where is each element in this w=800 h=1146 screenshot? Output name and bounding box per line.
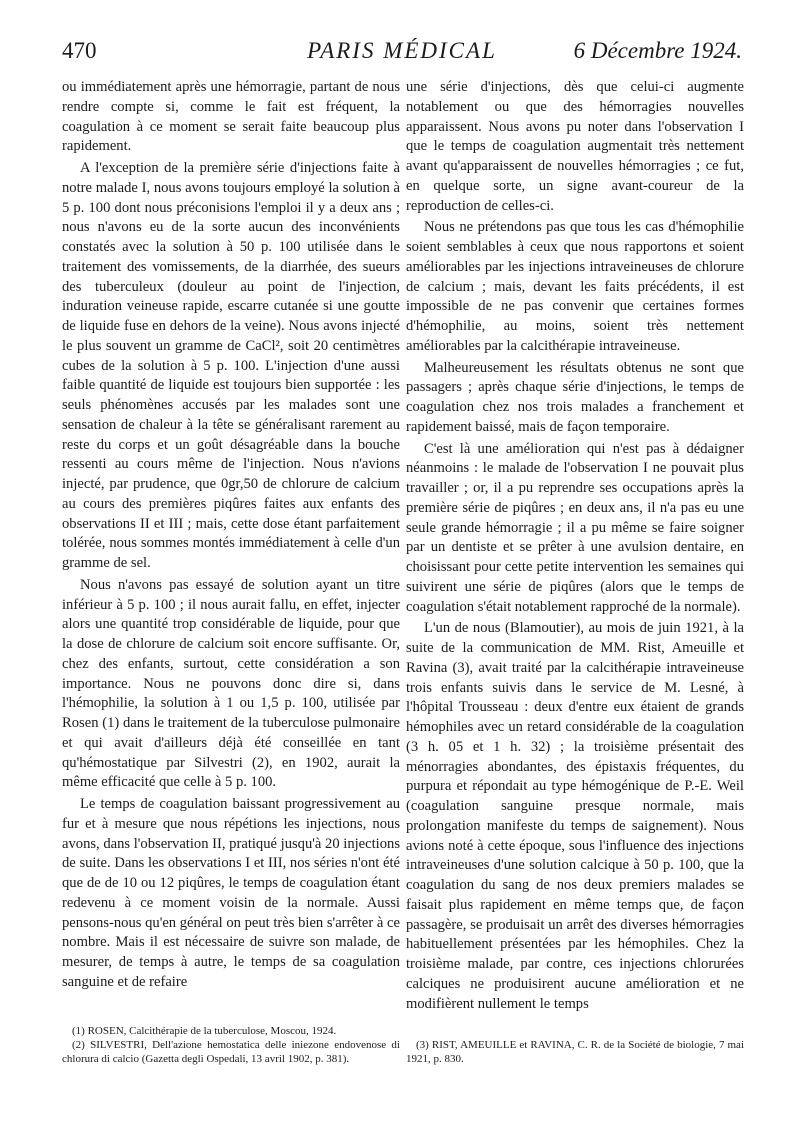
footnote: (2) SILVESTRI, Dell'azione hemostatica delle iniezone endovenose di chlorura di calcio (Gazetta degli Ospedali, 13 avril 1902, p. 381). xyxy=(62,1039,400,1065)
body-paragraph: Nous ne prétendons pas que tous les cas d'hémophilie soient semblables à ceux que nous rapportons et soient améliorables par les injections intraveineuses de chlorure de calcium ; mais, devant les faits précédents, il est impossible de ne pas convenir que certaines formes d'hémophilie, au moins, soient très nettement améliorables par la calcithérapie intraveineuse. xyxy=(406,219,744,354)
issue-date: 6 Décembre 1924. xyxy=(573,38,742,63)
body-paragraph: Le temps de coagulation baissant progressivement au fur et à mesure que nous répétions les injections, nous avons, dans l'observation II, pratiqué jusqu'à 20 injections de suite. Dans les observations I et III, nos séries n'ont été que de de 10 ou 12 piqûres, le temps de coagulation étant redevenu à ce moment voisin de la normale. Aussi pensons-nous qu'en général on peut très bien s'arrêter à ce nombre. Mais il est nécessaire de suivre son malade, de mesurer, de temps à autre, le temps de sa coagulation sanguine et de refaire xyxy=(62,796,400,990)
body-paragraph: une série d'injections, dès que celui-ci augmente notablement ou que des hémorragies nouvelles apparaissent. Nous avons pu noter dans l'observation I que le temps de coagulation augmentait très nettement avant qu'apparaissent de nouvelles hémorragies ; ce fut, en quelque sorte, un signe avant-coureur de la reproduction de celles-ci. xyxy=(406,79,744,214)
footnote: (3) RIST, AMEUILLE et RAVINA, C. R. de la Société de biologie, 7 mai 1921, p. 830. xyxy=(406,1039,744,1065)
footnote: (1) ROSEN, Calcithérapie de la tuberculose, Moscou, 1924. xyxy=(72,1025,337,1037)
left-column xyxy=(62,78,400,1126)
page-number: 470 xyxy=(62,38,97,63)
body-paragraph: A l'exception de la première série d'injections faite à notre malade I, nous avons toujours employé la solution à 5 p. 100 dont nous préconisions l'emploi il y a deux ans ; nous n'avons eu de la sorte aucun des inconvénients constatés avec la solution à 50 p. 100 utilisée dans le traitement des vomissements, de la diarrhée, des sueurs des tuberculeux (douleur au point de l'injection, induration veineuse rapide, escarre cutanée si une goutte de liquide fuse en dehors de la veine). Nous avons injecté le plus souvent un gramme de CaCl², soit 20 centimètres cubes de la solution à 5 p. 100. L'injection d'une aussi faible quantité de liquide est toujours bien supportée : les seuls phénomènes accusés par les malades sont une sensation de chaleur à la tête se généralisant rarement au reste du corps et un goût désagréable dans la bouche ressenti au cours même de l'injection. Nous n'avions injecté, par prudence, que 0gr,50 de chlorure de calcium au cours des premières piqûres faites aux enfants des observations II et III ; mais, cette dose étant parfaitement tolérée, nous sommes montés immédiatement à celle d'un gramme de sel. xyxy=(62,160,400,571)
page-header xyxy=(62,38,742,72)
body-paragraph: Malheureusement les résultats obtenus ne sont que passagers ; après chaque série d'injections, le temps de coagulation chez nos trois malades a franchement et rapidement baissé, mais de façon temporaire. xyxy=(406,359,744,435)
journal-title: PARIS MÉDICAL xyxy=(307,38,497,63)
footnotes xyxy=(62,1024,400,1066)
body-paragraph: ou immédiatement après une hémorragie, partant de nous rendre compte si, comme le fait est fréquent, la coagulation à ce moment se serait faite beaucoup plus rapidement. xyxy=(62,79,400,155)
body-paragraph: Nous n'avons pas essayé de solution ayant un titre inférieur à 5 p. 100 ; il nous aurait fallu, en effet, injecter alors une quantité trop considérable de liquide, pour que la dose de chlorure de calcium soit encore suffisante. Or, chez des enfants, surtout, cette considération a son importance. Nous ne pouvons donc dire si, dans l'hémophilie, la solution à 1 ou 1,5 p. 100, utilisée par Rosen (1) dans le traitement de la tuberculose pulmonaire et qui avait d'ailleurs déjà été conseillée en tant qu'hémostatique par Silvestri (2), en 1902, aurait la même efficacité que celle à 5 p. 100. xyxy=(62,576,400,791)
footnotes xyxy=(406,1038,744,1066)
right-column xyxy=(406,78,744,1126)
body-paragraph: C'est là une amélioration qui n'est pas à dédaigner néanmoins : le malade de l'observation I ne pouvait plus travailler ; or, il a pu reprendre ses occupations après la première série de piqûres ; en deux ans, il n'a pas eu une seule grande hémorragie ; il a pu même se faire soigner par un dentiste et se prêter à une avulsion dentaire, en choisissant pour cette petite intervention les semaines qui suivirent une série de piqûres (alors que le temps de coagulation s'était notablement rapproché de la normale). xyxy=(406,440,744,615)
body-paragraph: L'un de nous (Blamoutier), au mois de juin 1921, à la suite de la communication de MM. Rist, Ameuille et Ravina (3), avait traité par la calcithérapie intraveineuse trois enfants suivis dans le service de M. Lesné, à l'hôpital Trousseau : deux d'entre eux étaient de grands hémophiles avec un retard considérable de la coagulation (3 h. 05 et 1 h. 32) ; la troisième présentait des ménorragies abondantes, des épistaxis fréquentes, du purpura et répondait au type hémogénique de P.-E. Weil (coagulation sanguine presque normale, mais prolongation manifeste du temps de saignement). Nous avions noté à cette époque, sous l'influence des injections intraveineuses d'une solution calcique à 50 p. 100, que la coagulation du sang de nos deux premiers malades se faisait plus rapidement en même temps que, de façon passagère, se produisait un arrêt des diverses hémorragies habituellement présentées par les hémophiles. Chez la troisième malade, par contre, ces injections chlorurées calciques ne produisirent aucune amélioration et ne modifièrent nullement le temps xyxy=(406,620,744,1012)
